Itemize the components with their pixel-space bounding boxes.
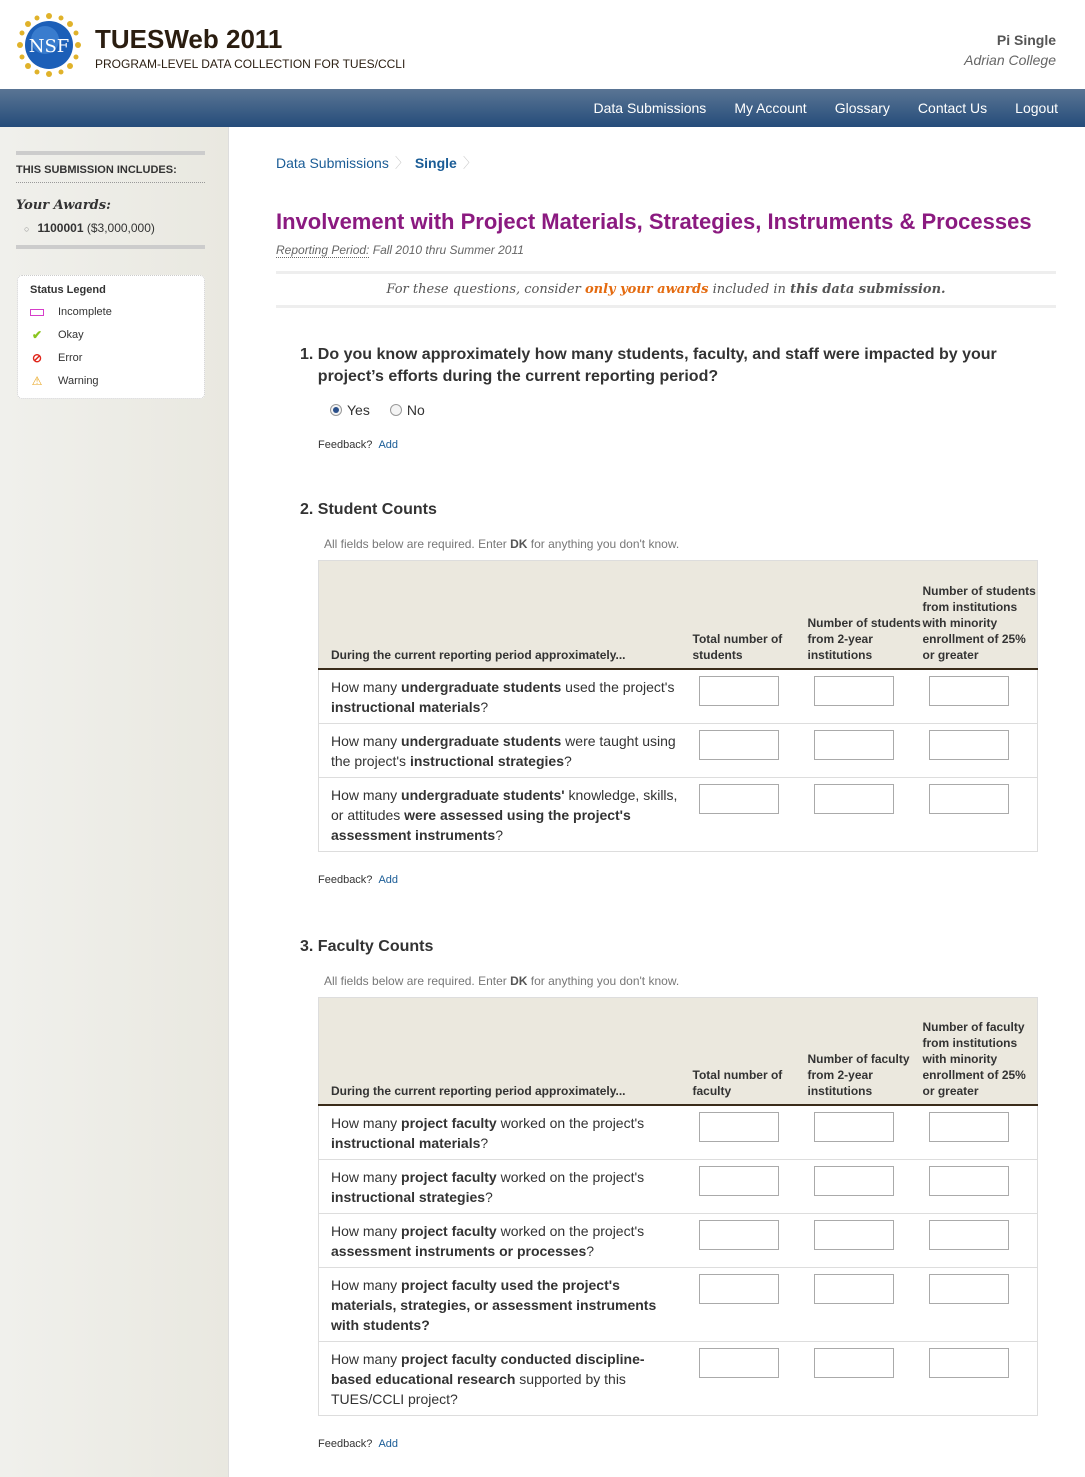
count-input[interactable] bbox=[814, 1348, 894, 1378]
required-instructions: All fields below are required. Enter DK for anything you don't know. bbox=[324, 973, 680, 988]
row-text: instructional materials bbox=[331, 698, 481, 715]
instruction-note: For these questions, consider only your awards included in this data submission. bbox=[276, 271, 1056, 308]
error-icon: ⊘ bbox=[31, 350, 43, 365]
column-header: Number of students from 2-year institutions bbox=[808, 561, 923, 669]
count-input[interactable] bbox=[929, 1166, 1009, 1196]
header-row bbox=[319, 997, 1038, 1105]
legend-error bbox=[30, 346, 192, 369]
row-text: How many bbox=[331, 1169, 402, 1185]
count-input[interactable] bbox=[929, 1220, 1009, 1250]
question-text: Faculty Counts bbox=[317, 937, 434, 955]
nav-my-account[interactable]: My Account bbox=[734, 100, 807, 116]
count-input[interactable] bbox=[699, 1112, 779, 1142]
row-text: project faculty conducted discipline-based educational research bbox=[331, 1351, 645, 1387]
row-text: How many bbox=[331, 732, 402, 749]
legend-warning bbox=[30, 369, 192, 392]
row-text: instructional strategies bbox=[331, 1189, 486, 1205]
table-row bbox=[319, 1160, 1038, 1214]
legend-okay bbox=[30, 323, 192, 346]
count-input[interactable] bbox=[699, 730, 779, 760]
count-input[interactable] bbox=[699, 1348, 779, 1378]
row-text: supported by this TUES/CCLI project? bbox=[331, 1371, 626, 1407]
page-title: Involvement with Project Materials, Strategies, Instruments & Processes bbox=[276, 209, 1032, 234]
column-header: Number of students from institutions with minority enrollment of 25% or greater bbox=[923, 561, 1038, 669]
count-input[interactable] bbox=[699, 1166, 779, 1196]
row-text: used the project's bbox=[561, 678, 675, 695]
count-input[interactable] bbox=[814, 676, 894, 706]
row-question bbox=[319, 1214, 693, 1268]
legend-title: Status Legend bbox=[30, 284, 106, 296]
period-label: Reporting Period: bbox=[276, 243, 370, 257]
count-input[interactable] bbox=[814, 1274, 894, 1304]
count-input[interactable] bbox=[929, 1348, 1009, 1378]
row-text: ? bbox=[480, 1135, 489, 1151]
row-text: ? bbox=[563, 752, 572, 769]
count-input[interactable] bbox=[929, 676, 1009, 706]
row-text: knowledge, skills, or attitudes bbox=[331, 786, 678, 823]
column-header: Total number of faculty bbox=[693, 997, 808, 1105]
question-text: Do you know approximately how many students, faculty, and staff were impacted by your project’s efforts during the current reporting period? bbox=[317, 346, 997, 385]
award-id: 1100001 bbox=[37, 221, 84, 235]
column-header: Number of faculty from 2-year institutions bbox=[808, 997, 923, 1105]
count-input[interactable] bbox=[699, 676, 779, 706]
row-text: ? bbox=[586, 1243, 595, 1259]
row-text: undergraduate students bbox=[401, 732, 562, 749]
submission-heading: THIS SUBMISSION INCLUDES: bbox=[16, 155, 205, 183]
breadcrumb: Data Submissions 〉 Single 〉 bbox=[276, 155, 477, 171]
submission-includes bbox=[16, 151, 205, 249]
row-text: How many bbox=[331, 1115, 402, 1131]
row-text: were assessed using the project's assessment instruments bbox=[331, 806, 631, 843]
count-input[interactable] bbox=[699, 1220, 779, 1250]
nav-glossary[interactable]: Glossary bbox=[834, 100, 890, 116]
row-text: project faculty bbox=[401, 1115, 497, 1131]
row-text: project faculty bbox=[401, 1223, 497, 1239]
row-question bbox=[319, 1160, 693, 1214]
student-counts-table bbox=[318, 560, 1038, 852]
count-input[interactable] bbox=[814, 730, 894, 760]
table-row bbox=[319, 777, 1038, 851]
q1-radio-group bbox=[330, 402, 1056, 418]
row-text: instructional materials bbox=[331, 1135, 481, 1151]
column-header: During the current reporting period approximately... bbox=[319, 561, 693, 669]
row-text: How many bbox=[331, 1277, 402, 1293]
row-text: project faculty used the project's materials, strategies, or assessment instruments with students? bbox=[331, 1277, 657, 1333]
count-input[interactable] bbox=[929, 784, 1009, 814]
header-row bbox=[319, 561, 1038, 669]
row-text: ? bbox=[495, 826, 503, 843]
row-question bbox=[319, 777, 693, 851]
legend-label: Okay bbox=[58, 328, 84, 341]
count-input[interactable] bbox=[699, 1274, 779, 1304]
nav-logout[interactable]: Logout bbox=[1015, 100, 1058, 116]
radio-yes[interactable]: Yes bbox=[330, 402, 370, 418]
count-input[interactable] bbox=[699, 784, 779, 814]
nsf-logo[interactable] bbox=[16, 12, 82, 78]
question-text: Student Counts bbox=[317, 501, 437, 518]
row-text: worked on the project's bbox=[496, 1169, 645, 1185]
breadcrumb-single[interactable]: Single bbox=[414, 155, 457, 171]
row-text: How many bbox=[331, 1351, 402, 1367]
required-instructions: All fields below are required. Enter DK for anything you don't know. bbox=[324, 537, 680, 551]
row-text: undergraduate students' bbox=[401, 786, 565, 803]
question-2: 2. Student Counts bbox=[300, 501, 437, 518]
main-content bbox=[276, 127, 1056, 1450]
column-header: Number of faculty from institutions with minority enrollment of 25% or greater bbox=[923, 997, 1038, 1105]
main-nav bbox=[0, 89, 1085, 127]
user-name: Pi Single bbox=[996, 32, 1056, 48]
check-icon: ✔ bbox=[31, 327, 43, 342]
table-row bbox=[319, 669, 1038, 724]
row-question bbox=[319, 1105, 693, 1160]
count-input[interactable] bbox=[814, 1166, 894, 1196]
feedback: Feedback? Add bbox=[318, 1438, 399, 1450]
app-subtitle: PROGRAM-LEVEL DATA COLLECTION FOR TUES/CCLI bbox=[95, 57, 406, 71]
radio-no[interactable]: No bbox=[390, 402, 425, 418]
row-text: undergraduate students bbox=[401, 678, 562, 695]
row-text: How many bbox=[331, 678, 402, 695]
user-info bbox=[964, 32, 1056, 68]
row-text: project faculty bbox=[401, 1169, 497, 1185]
count-input[interactable] bbox=[814, 1112, 894, 1142]
sidebar bbox=[0, 127, 229, 1477]
row-text: worked on the project's bbox=[496, 1223, 645, 1239]
table-row bbox=[319, 723, 1038, 777]
breadcrumb-data-submissions[interactable]: Data Submissions bbox=[276, 155, 389, 171]
legend-label: Incomplete bbox=[58, 305, 112, 318]
column-header: Total number of students bbox=[693, 561, 808, 669]
count-input[interactable] bbox=[814, 784, 894, 814]
award-amount: ($3,000,000) bbox=[86, 221, 155, 235]
nav-data-submissions[interactable]: Data Submissions bbox=[593, 100, 707, 116]
feedback-add-link[interactable]: Add bbox=[378, 1438, 399, 1450]
legend-label: Warning bbox=[58, 374, 99, 387]
legend-incomplete bbox=[30, 300, 192, 323]
row-text: instructional strategies bbox=[409, 752, 564, 769]
column-header: During the current reporting period approximately... bbox=[319, 997, 693, 1105]
warning-icon: ⚠ bbox=[31, 373, 43, 388]
question-1: 1. Do you know approximately how many students, faculty, and staff were impacted by your project’s efforts during the current reporting period? bbox=[300, 344, 1056, 388]
incomplete-icon bbox=[30, 305, 44, 319]
awards-label: Your Awards: bbox=[16, 198, 111, 213]
count-input[interactable] bbox=[814, 1220, 894, 1250]
nav-contact-us[interactable]: Contact Us bbox=[917, 100, 988, 116]
row-text: How many bbox=[331, 786, 402, 803]
header bbox=[0, 0, 1085, 89]
feedback-add-link[interactable]: Add bbox=[378, 439, 399, 451]
svg-text:NSF: NSF bbox=[28, 36, 70, 57]
row-text: ? bbox=[485, 1189, 493, 1205]
feedback: Feedback? Add bbox=[318, 439, 399, 451]
award-item: ○ 1100001 ($3,000,000) bbox=[24, 221, 155, 235]
feedback: Feedback? Add bbox=[318, 873, 399, 886]
row-question bbox=[319, 1268, 693, 1342]
reporting-period bbox=[276, 243, 1056, 257]
row-text: worked on the project's bbox=[496, 1115, 645, 1131]
feedback-add-link[interactable]: Add bbox=[378, 873, 399, 886]
table-row bbox=[319, 1342, 1038, 1416]
count-input[interactable] bbox=[929, 730, 1009, 760]
row-text: How many bbox=[331, 1223, 402, 1239]
row-question bbox=[319, 669, 693, 724]
status-legend bbox=[17, 275, 205, 399]
user-institution: Adrian College bbox=[964, 52, 1056, 68]
table-row bbox=[319, 1214, 1038, 1268]
app-title: TUESWeb 2011 bbox=[95, 24, 283, 54]
row-text: ? bbox=[480, 698, 489, 715]
table-row bbox=[319, 1268, 1038, 1342]
question-3: 3. Faculty Counts bbox=[300, 937, 434, 955]
count-input[interactable] bbox=[929, 1112, 1009, 1142]
legend-label: Error bbox=[58, 351, 83, 364]
faculty-counts-table bbox=[318, 997, 1038, 1417]
period-value: Fall 2010 thru Summer 2011 bbox=[372, 243, 524, 257]
row-text: assessment instruments or processes bbox=[331, 1243, 587, 1259]
row-question bbox=[319, 1342, 693, 1416]
row-question bbox=[319, 723, 693, 777]
count-input[interactable] bbox=[929, 1274, 1009, 1304]
row-text: were taught using the project's bbox=[331, 732, 676, 769]
table-row bbox=[319, 1105, 1038, 1160]
